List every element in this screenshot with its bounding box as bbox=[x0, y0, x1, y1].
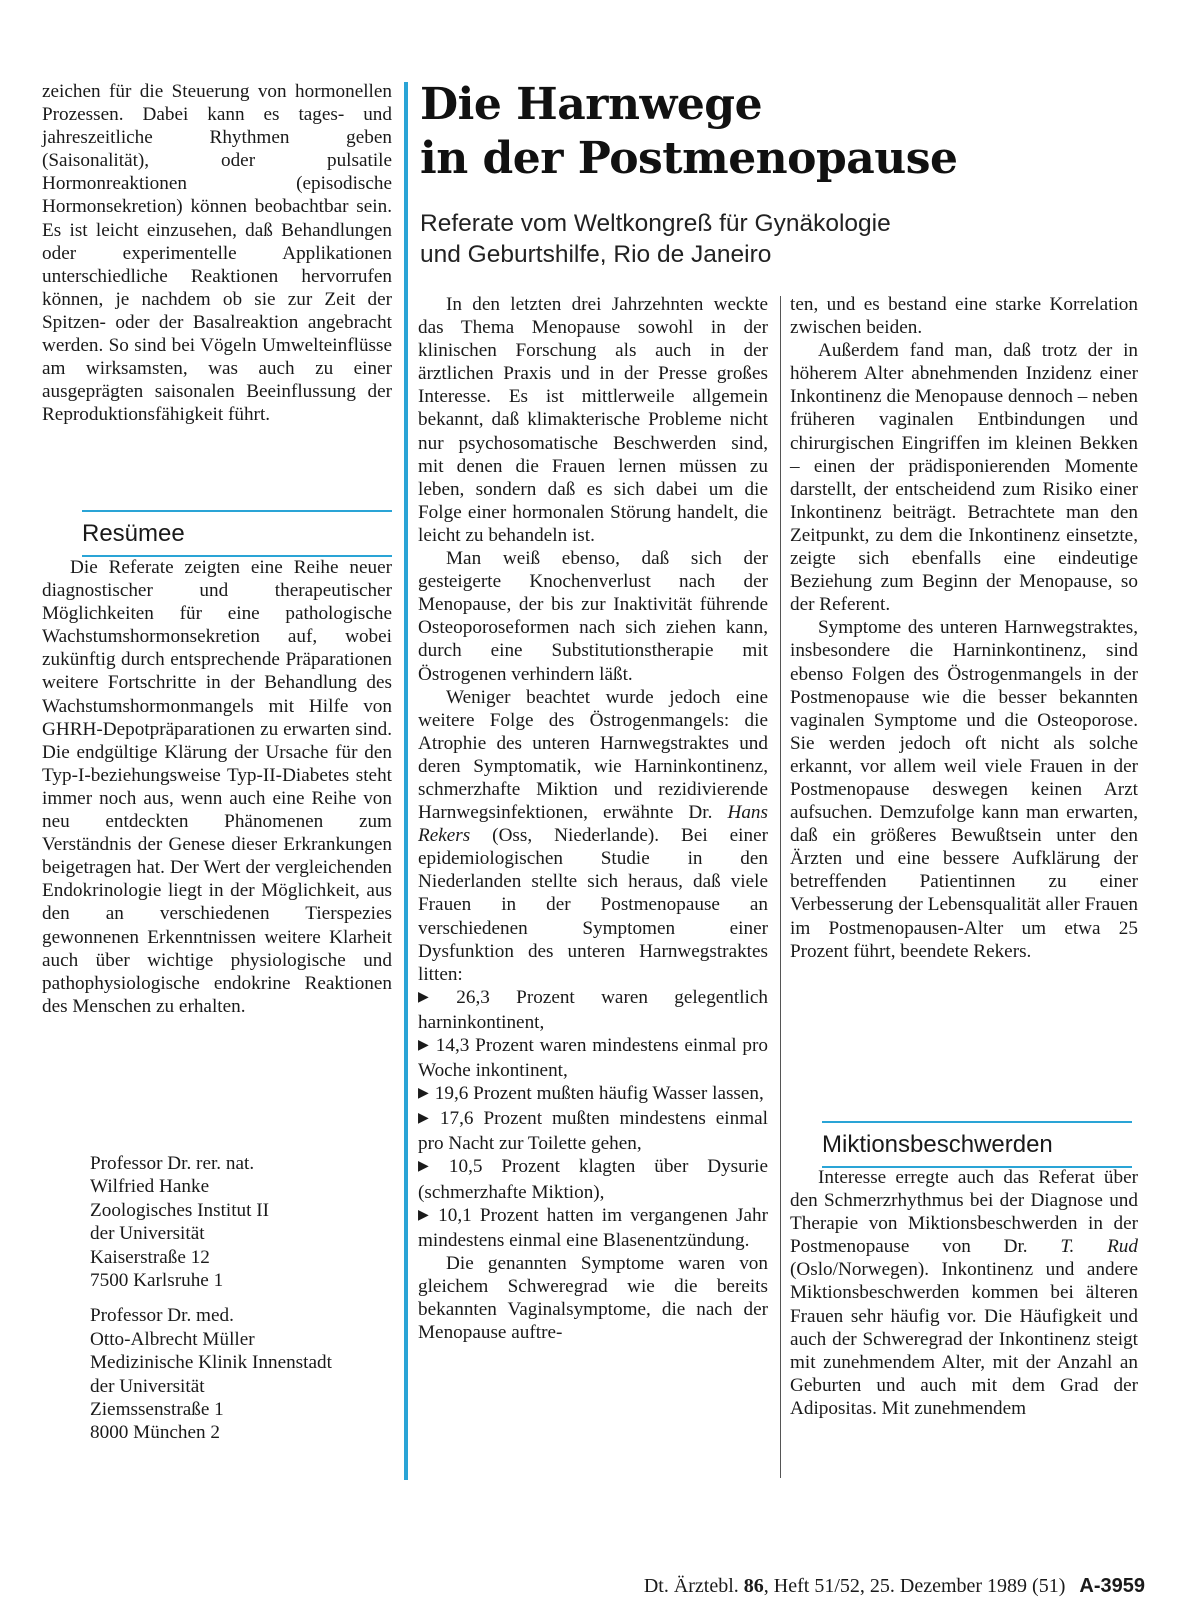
address-line: Wilfried Hanke bbox=[90, 1176, 210, 1198]
text-run: (Oslo/Norwegen). Inkontinenz und andere Miktionsbeschwerden kommen bei älteren Frauen sehr häufig vor. Die Häufigkeit und auch der Schweregrad der Inkontinenz steigt mit zunehmendem Alter, mit der Anzahl an Geburten und auch mit dem Grad der Adipositas. Mit zunehmendem bbox=[790, 1259, 1138, 1419]
author-addresses bbox=[42, 1152, 392, 1457]
address-line: 8000 München 2 bbox=[90, 1422, 221, 1444]
author-address-2 bbox=[90, 1304, 392, 1444]
body-paragraph: Man weiß ebenso, daß sich der gesteigerte Knochenverlust nach der Menopause, der bis zur Inaktivität führende Osteoporoseformen nach sich ziehen kann, durch eine Substitutionstherapie mit Östrogenen verhindern läßt. bbox=[418, 548, 768, 685]
left-column-resumee bbox=[42, 556, 392, 1018]
article-title bbox=[420, 78, 1160, 186]
journal-name: Dt. Ärztebl. bbox=[643, 1575, 739, 1597]
address-line: 7500 Karlsruhe 1 bbox=[90, 1270, 224, 1292]
title-line-1: Die Harnwege bbox=[420, 79, 763, 130]
address-line: Kaiserstraße 12 bbox=[90, 1246, 210, 1268]
body-paragraph: Die genannten Symptome waren von gleichem Schweregrad wie die bereits bekannten Vaginalsymptome, die nach der Menopause auftre- bbox=[418, 1252, 768, 1344]
section-heading-miktionsbeschwerden: Miktionsbeschwerden bbox=[822, 1121, 1132, 1168]
page-number: A-3959 bbox=[1079, 1575, 1145, 1597]
article-subtitle bbox=[420, 208, 1160, 270]
issue-info: , Heft 51/52, 25. Dezember 1989 (51) bbox=[763, 1575, 1066, 1597]
body-paragraph bbox=[418, 686, 768, 986]
address-line: der Universität bbox=[90, 1223, 205, 1245]
bullet-item: ▶ 10,5 Prozent klagten über Dysurie (schmerzhafte Miktion), bbox=[418, 1155, 768, 1203]
address-line: Otto-Albrecht Müller bbox=[90, 1328, 255, 1350]
address-line: Ziemssenstraße 1 bbox=[90, 1399, 224, 1421]
person-name: Hans Rekers bbox=[418, 802, 768, 847]
resumee-paragraph: Die Referate zeigten eine Reihe neuer diagnostischer und therapeutischer Möglichkeiten für eine pathologische Wachstumshormonsekretion auf, wobei zukünftig durch entsprechende Präparationen weitere Fortschritte in der Behandlung des Wachstumshormonmangels mit Hilfe von GHRH-Depotpräparationen zu erwarten sind. Die endgültige Klärung der Ursache für den Typ-I-beziehungsweise Typ-II-Diabetes steht immer noch aus, wenn auch eine Reihe von neu entdeckten Phänomenen zum Verständnis der Genese dieser Erkrankungen beigetragen hat. Der Wert der vergleichenden Endokrinologie liegt in der Möglichkeit, aus den an verschiedenen Tierspezies gewonnenen Erkenntnissen weitere Klarheit auch über wichtige physiologische und pathophysiologische endokrine Reaktionen des Menschen zu erhalten. bbox=[42, 557, 392, 1017]
bullet-item: ▶ 10,1 Prozent hatten im vergangenen Jahr mindestens einmal eine Blasenentzündung. bbox=[418, 1204, 768, 1252]
right-column-lower bbox=[790, 1166, 1138, 1420]
journal-volume: 86 bbox=[743, 1575, 764, 1597]
body-paragraph: Symptome des unteren Harnwegstraktes, insbesondere die Harninkontinenz, sind ebenso Folgen des Östrogenmangels in der Postmenopause wie die besser bekannten vaginalen Symptome und die Osteoporose. Sie werden jedoch oft nicht als solche erkannt, vor allem weil viele Frauen in der Postmenopause deswegen keinen Arzt aufsuchen. Demzufolge kann man erwarten, daß ein größeres Bewußtsein unter den Ärzten und eine bessere Aufklärung der betreffenden Patientinnen zu einer Verbesserung der Lebensqualität aller Frauen im Postmenopausen-Alter um etwa 25 Prozent führt, beendete Rekers. bbox=[790, 617, 1138, 962]
body-paragraph: ten, und es bestand eine starke Korrelation zwischen beiden. bbox=[790, 294, 1138, 339]
left-intro-paragraph: zeichen für die Steuerung von hormonellen Prozessen. Dabei kann es tages- und jahreszeitliche Rhythmen geben (Saisonalität), oder pulsatile Hormonreaktionen (episodische Hormonsekretion) können beobachtbar sein. Es ist leicht einzusehen, daß Behandlungen oder experimentelle Applikationen unterschiedliche Reaktionen hervorrufen können, je nachdem ob sie zur Zeit der Spitzen- oder der Basalreaktion angebracht werden. So sind bei Vögeln Umwelteinflüsse am wirksamsten, was auch zu einer ausgeprägten saisonalen Beeinflussung der Reproduktionsfähigkeit führt. bbox=[42, 81, 392, 426]
person-name: T. Rud bbox=[1060, 1236, 1138, 1258]
right-column bbox=[790, 293, 1138, 963]
subtitle-line-1: Referate vom Weltkongreß für Gynäkologie bbox=[420, 210, 891, 237]
address-line: Zoologisches Institut II bbox=[90, 1199, 270, 1221]
subtitle-line-2: und Geburtshilfe, Rio de Janeiro bbox=[420, 241, 772, 268]
bullet-item: ▶ 14,3 Prozent waren mindestens einmal pro Woche inkontinent, bbox=[418, 1034, 768, 1082]
text-run: Weniger beachtet wurde jedoch eine weitere Folge des Östrogenmangels: die Atrophie des unteren Harnwegstraktes und deren Symptomatik, wie Harninkontinenz, schmerzhafte Miktion und rezidivierende Harnwegsinfektionen, erwähnte Dr. bbox=[418, 686, 768, 824]
address-line: der Universität bbox=[90, 1375, 205, 1397]
title-line-2: in der Postmenopause bbox=[420, 133, 958, 184]
address-line: Professor Dr. rer. nat. bbox=[90, 1153, 255, 1174]
author-address-1 bbox=[90, 1152, 392, 1292]
body-paragraph bbox=[790, 1166, 1138, 1420]
page-footer bbox=[560, 1575, 1145, 1598]
title-accent-rule bbox=[404, 82, 408, 1480]
bullet-item: ▶ 26,3 Prozent waren gelegentlich harninkontinent, bbox=[418, 986, 768, 1034]
body-paragraph: Außerdem fand man, daß trotz der in höherem Alter abnehmenden Inzidenz einer Inkontinenz die Menopause dennoch – neben früheren vaginalen Entbindungen und chirurgischen Eingriffen im kleinen Bekken – einen der prädisponierenden Momente darstellt, der entscheidend zum Risiko einer Inkontinenz beiträgt. Betrachtete man den Zeitpunkt, zu dem die Inkontinenz einsetzte, zeigte sich ebenfalls eine eindeutige Beziehung zum Beginn der Menopause, so der Referent. bbox=[790, 340, 1138, 616]
left-column bbox=[42, 80, 392, 426]
bullet-item: ▶ 19,6 Prozent mußten häufig Wasser lassen, bbox=[418, 1082, 768, 1107]
text-run: Interesse erregte auch das Referat über den Schmerzrhythmus bei der Diagnose und Therapie von Miktionsbeschwerden in der Postmenopause von Dr. bbox=[790, 1167, 1138, 1258]
text-run: (Oss, Niederlande). Bei einer epidemiologischen Studie in den Niederlanden stellte sich heraus, daß viele Frauen in der Postmenopause an verschiedenen Symptomen einer Dysfunktion des unteren Harnwegstraktes litten: bbox=[418, 825, 768, 985]
address-line: Professor Dr. med. bbox=[90, 1305, 234, 1327]
column-divider bbox=[780, 296, 781, 1478]
address-line: Medizinische Klinik Innenstadt bbox=[90, 1352, 332, 1374]
bullet-item: ▶ 17,6 Prozent mußten mindestens einmal pro Nacht zur Toilette gehen, bbox=[418, 1107, 768, 1155]
body-paragraph: In den letzten drei Jahrzehnten weckte das Thema Menopause sowohl in der klinischen Forschung als auch in der ärztlichen Praxis und in der Presse großes Interesse. Es ist mittlerweile allgemein bekannt, daß klimakterische Probleme nicht nur psychosomatische Beschwerden sind, mit denen die Frauen lernen müssen zu leben, sondern daß es sich dabei um die Folge einer hormonalen Störung handelt, die leicht zu behandeln ist. bbox=[418, 294, 768, 546]
section-heading-resumee: Resümee bbox=[82, 510, 392, 557]
middle-column bbox=[418, 293, 768, 1344]
